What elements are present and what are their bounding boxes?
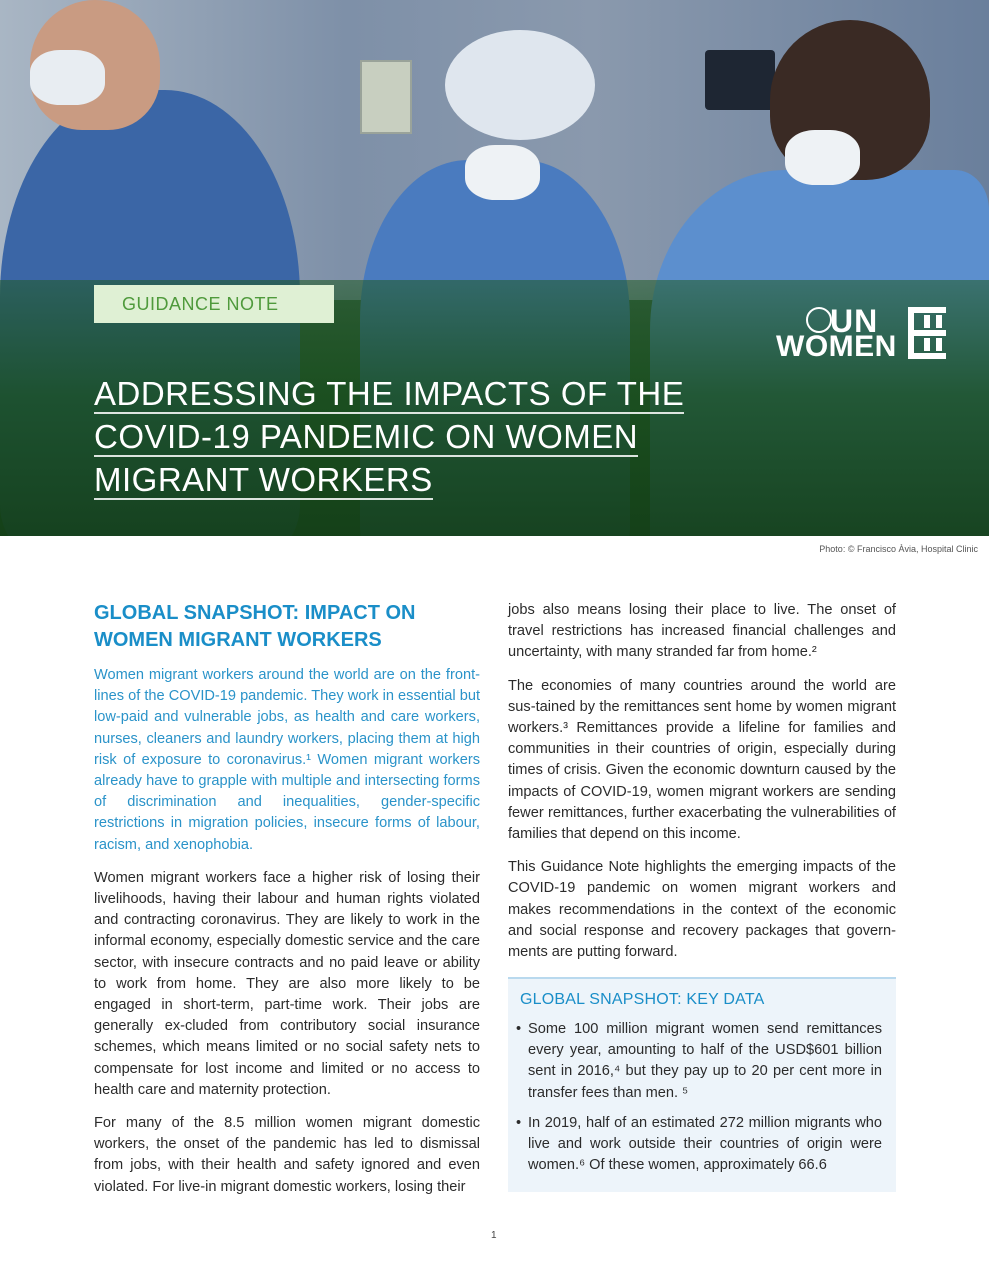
paragraph-guidance-note: This Guidance Note highlights the emerging impacts of the COVID-19 pandemic on women migrant workers and makes recommendations in the context of the economic and social response and recovery packages that govern-ments are putting forward. (508, 859, 896, 961)
medical-monitor (705, 50, 775, 110)
left-column (94, 600, 480, 1210)
title-line-3: MIGRANT WORKERS (94, 461, 433, 498)
key-data-box (508, 977, 896, 1192)
paragraph-continued: jobs also means losing their place to live. The onset of travel restrictions has increased financial challenges and uncertainty, with many stranded far from home.² (508, 602, 896, 661)
list-item: • In 2019, half of an estimated 272 million migrants who live and work outside their countries of origin were women.⁶ Of these women, approximately 66.6 (520, 1113, 882, 1177)
logo-women-text: WOMEN (776, 330, 897, 363)
hero-photo (0, 0, 989, 536)
right-column (508, 600, 896, 975)
key-data-list (520, 1019, 882, 1176)
lead-paragraph: Women migrant workers around the world are on the front-lines of the COVID-19 pandemic. They work in essential but low-paid and vulnerable jobs, as health and care workers, nurses, cleaners and laundry workers, placing them at high risk of exposure to coronavirus.¹ Women migrant workers already have to grapple with multiple and intersecting forms of discrimination and inequalities, gender-specific restrictions in migration policies, insecure forms of labour, racism, and xenophobia. (94, 667, 480, 853)
paragraph-livelihoods: Women migrant workers face a higher risk of losing their livelihoods, having their labour and human rights violated and contracting coronavirus. They are likely to work in the informal economy, especially domestic service and the care sector, with insecure contracts and no paid leave or ability to work from home. They are also more likely to be engaged in short-term, part-time work. Their jobs are generally ex-cluded from contributory social insurance schemes, which means limited or no social safety nets to compensate for lost income and limited or no access to health care and maternity protection. (94, 869, 480, 1098)
page-number: 1 (491, 1230, 497, 1241)
photo-credit: Photo: © Francisco Àvia, Hospital Clinic (819, 544, 978, 554)
hair-cap (445, 30, 595, 140)
paragraph-domestic-workers: For many of the 8.5 million women migrant domestic workers, the onset of the pandemic has led to dismissal from jobs, with their health and safety ignored and even violated. For live-in migrant domestic workers, losing their (94, 1115, 480, 1195)
face-mask-center (465, 145, 540, 200)
key-data-heading: GLOBAL SNAPSHOT: KEY DATA (520, 991, 765, 1008)
wall-sign (360, 60, 412, 134)
logo-un-text: UN (830, 303, 879, 339)
section-heading: GLOBAL SNAPSHOT: IMPACT ON WOMEN MIGRANT WORKERS (94, 602, 416, 651)
title-line-1: ADDRESSING THE IMPACTS OF THE (94, 375, 685, 412)
guidance-note-label: GUIDANCE NOTE (94, 285, 334, 323)
women-symbol-icon (908, 307, 946, 359)
face-mask-right (785, 130, 860, 185)
face-mask-left (30, 50, 105, 105)
un-women-logo (776, 303, 951, 363)
document-title (94, 372, 764, 501)
paragraph-remittances: The economies of many countries around the world are sus-tained by the remittances sent home by women migrant workers.³ Remittances provide a lifeline for families and communities in their countries of origin, especially during times of crisis. Given the economic downturn caused by the impacts of COVID-19, women migrant workers are sending fewer remittances, further exacerbating the vulnerabilities of families that depend on this income. (508, 677, 896, 843)
list-item: • Some 100 million migrant women send remittances every year, amounting to half of the USD$601 billion sent in 2016,⁴ but they pay up to 20 per cent more in transfer fees than men. ⁵ (520, 1019, 882, 1104)
title-line-2: COVID-19 PANDEMIC ON WOMEN (94, 418, 639, 455)
